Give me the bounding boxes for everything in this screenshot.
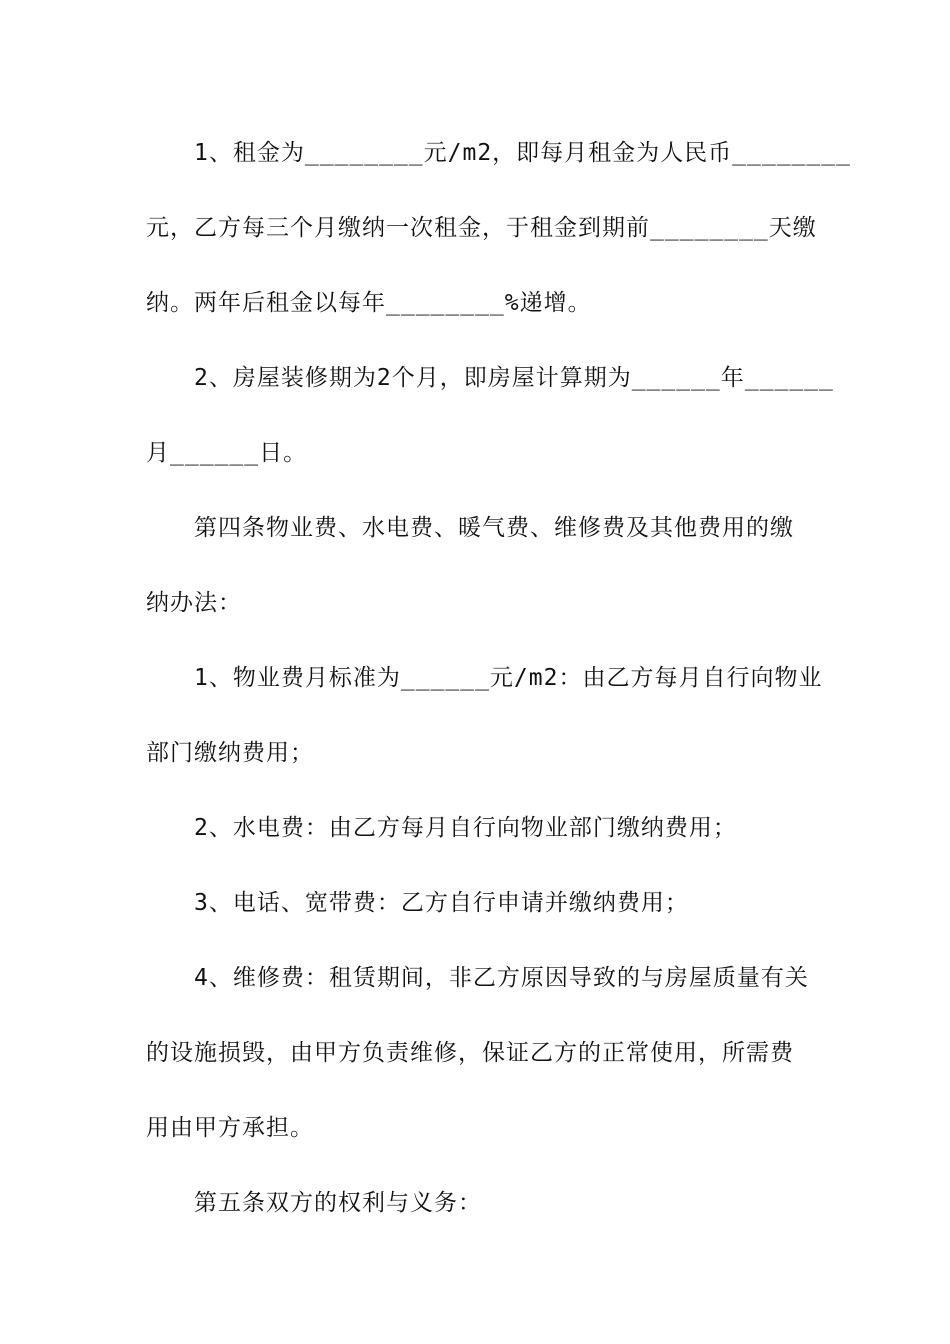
article-four-heading: 第四条物业费、水电费、暖气费、维修费及其他费用的缴 [194, 515, 794, 541]
article-five-heading: 第五条双方的权利与义务： [194, 1190, 482, 1216]
clause-phone-broadband: 3、电话、宽带费：乙方自行申请并缴纳费用； [194, 890, 689, 916]
clause-property-fee-cont: 部门缴纳费用； [146, 740, 314, 766]
clause-rent-payment: 元，乙方每三个月缴纳一次租金，于租金到期前________天缴 [146, 215, 817, 241]
clause-rent-amount: 1、租金为________元/m2，即每月租金为人民币________ [194, 140, 851, 166]
clause-property-fee: 1、物业费月标准为______元/m2：由乙方每月自行向物业 [194, 665, 823, 691]
clause-rent-increase: 纳。两年后租金以每年________%递增。 [146, 290, 592, 316]
clause-maintenance-cont: 的设施损毁，由甲方负责维修，保证乙方的正常使用，所需费 [146, 1040, 794, 1066]
clause-decoration-date: 月______日。 [146, 440, 308, 466]
article-four-heading-cont: 纳办法： [146, 590, 242, 616]
clause-utilities: 2、水电费：由乙方每月自行向物业部门缴纳费用； [194, 815, 737, 841]
clause-maintenance: 4、维修费：租赁期间，非乙方原因导致的与房屋质量有关 [194, 965, 809, 991]
clause-maintenance-end: 用由甲方承担。 [146, 1115, 314, 1141]
clause-decoration-period: 2、房屋装修期为2个月，即房屋计算期为______年______ [194, 365, 834, 391]
